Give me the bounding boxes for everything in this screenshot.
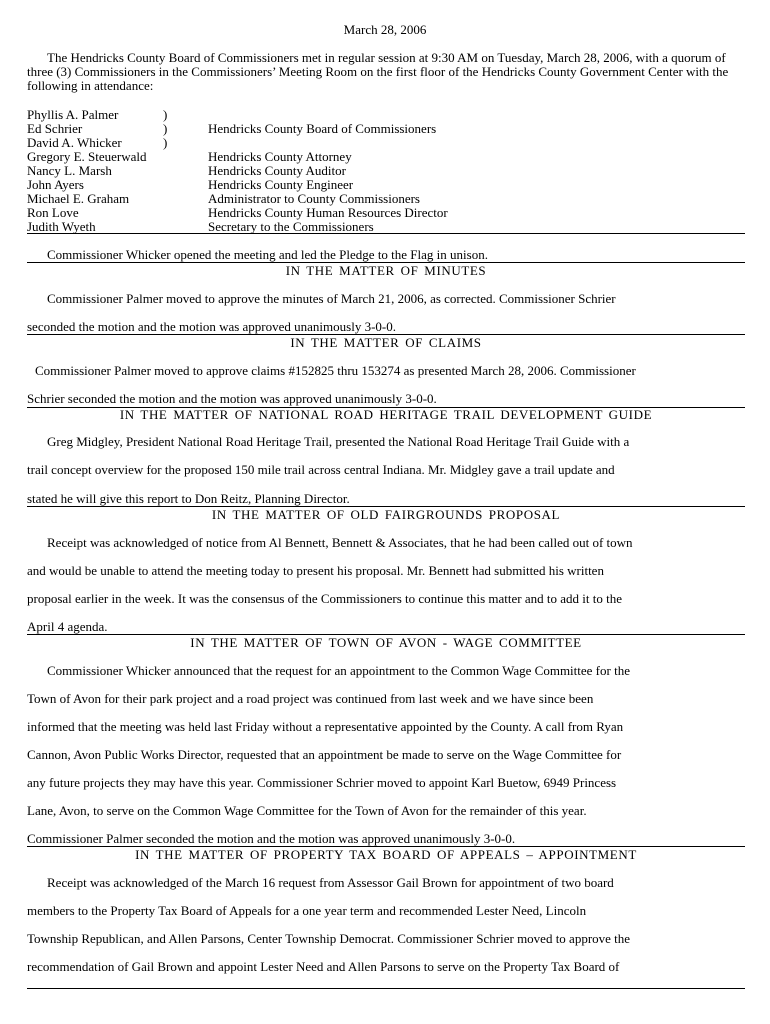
- body-line: Schrier seconded the motion and the motion was approved unanimously 3-0-0.: [27, 391, 437, 406]
- body-line: Commissioner Palmer moved to approve the minutes of March 21, 2006, as corrected. Commissioner Schrier: [47, 291, 616, 306]
- attendee-bracket: ): [163, 121, 168, 136]
- attendee-name: Phyllis A. Palmer: [27, 107, 119, 122]
- attendee-role: Hendricks County Auditor: [208, 163, 346, 178]
- body-line: informed that the meeting was held last Friday without a representative appointed by the County. A call from Ryan: [27, 719, 624, 734]
- body-line: Lane, Avon, to serve on the Common Wage Committee for the Town of Avon for the remainder of this year.: [27, 803, 587, 818]
- attendee-name: Gregory E. Steuerwald: [27, 149, 147, 164]
- section-heading-heritage-trail: IN THE MATTER OF NATIONAL ROAD HERITAGE TRAIL DEVELOPMENT GUIDE: [119, 407, 653, 422]
- body-line: Town of Avon for their park project and a road project was continued from last week and we have since been: [27, 691, 594, 706]
- body-line: Cannon, Avon Public Works Director, requested that an appointment be made to serve on the Wage Committee for: [27, 747, 622, 762]
- attendee-role: Secretary to the Commissioners: [208, 219, 374, 234]
- opening-statement: Commissioner Whicker opened the meeting and led the Pledge to the Flag in unison.: [47, 247, 488, 262]
- attendee-name: David A. Whicker: [27, 135, 122, 150]
- body-line: stated he will give this report to Don Reitz, Planning Director.: [27, 491, 350, 506]
- body-line: Commissioner Whicker announced that the request for an appointment to the Common Wage Committee for the: [47, 663, 630, 678]
- section-heading-avon-wage-committee: IN THE MATTER OF TOWN OF AVON - WAGE COMMITTEE: [190, 635, 582, 650]
- meeting-date: March 28, 2006: [343, 22, 427, 37]
- attendee-name: Ron Love: [27, 205, 79, 220]
- attendee-bracket: ): [163, 107, 168, 122]
- attendee-name: Ed Schrier: [27, 121, 83, 136]
- body-line: trail concept overview for the proposed 150 mile trail across central Indiana. Mr. Midgley gave a trail update and: [27, 462, 615, 477]
- body-line: Commissioner Palmer moved to approve claims #152825 thru 153274 as presented March 28, 2006. Commissioner: [35, 363, 636, 378]
- section-heading-claims: IN THE MATTER OF CLAIMS: [290, 335, 482, 350]
- body-line: seconded the motion and the motion was approved unanimously 3-0-0.: [27, 319, 396, 334]
- section-heading-minutes: IN THE MATTER OF MINUTES: [285, 263, 487, 278]
- attendee-name: Nancy L. Marsh: [27, 163, 112, 178]
- attendee-role: Hendricks County Attorney: [208, 149, 352, 164]
- section-divider: [27, 988, 745, 989]
- attendee-name: Judith Wyeth: [27, 219, 96, 234]
- attendee-name: John Ayers: [27, 177, 84, 192]
- attendee-bracket: ): [163, 135, 168, 150]
- section-divider: [27, 233, 745, 234]
- body-line: members to the Property Tax Board of Appeals for a one year term and recommended Lester Need, Lincoln: [27, 903, 587, 918]
- attendee-name: Michael E. Graham: [27, 191, 130, 206]
- body-line: April 4 agenda.: [27, 619, 108, 634]
- attendee-role: Hendricks County Board of Commissioners: [208, 121, 437, 136]
- body-line: Greg Midgley, President National Road Heritage Trail, presented the National Road Heritage Trail Guide with a: [47, 434, 630, 449]
- body-line: recommendation of Gail Brown and appoint Lester Need and Allen Parsons to serve on the Property Tax Board of: [27, 959, 620, 974]
- section-heading-property-tax-appeals: IN THE MATTER OF PROPERTY TAX BOARD OF APPEALS – APPOINTMENT: [135, 847, 637, 862]
- intro-paragraph: The Hendricks County Board of Commissioners met in regular session at 9:30 AM on Tuesday, March 28, 2006, with a quorum of three (3) Commissioners in the Commissioners’ Meeting Room on the first floor of the Hendricks County Government Center with the following in attendance:: [27, 50, 729, 93]
- body-line: Receipt was acknowledged of the March 16 request from Assessor Gail Brown for appointment of two board: [47, 875, 614, 890]
- body-line: and would be unable to attend the meeting today to present his proposal. Mr. Bennett had submitted his written: [27, 563, 604, 578]
- attendee-role: Hendricks County Engineer: [208, 177, 354, 192]
- body-line: proposal earlier in the week. It was the consensus of the Commissioners to continue this matter and to add it to the: [27, 591, 622, 606]
- section-heading-old-fairgrounds: IN THE MATTER OF OLD FAIRGROUNDS PROPOSAL: [211, 507, 561, 522]
- body-line: Commissioner Palmer seconded the motion and the motion was approved unanimously 3-0-0.: [27, 831, 516, 846]
- body-line: any future projects they may have this year. Commissioner Schrier moved to appoint Karl Buetow, 6949 Princess: [27, 775, 617, 790]
- body-line: Receipt was acknowledged of notice from Al Bennett, Bennett & Associates, that he had been called out of town: [47, 535, 633, 550]
- attendee-role: Administrator to County Commissioners: [208, 191, 420, 206]
- attendee-role: Hendricks County Human Resources Director: [208, 205, 448, 220]
- body-line: Township Republican, and Allen Parsons, Center Township Democrat. Commissioner Schrier moved to approve the: [27, 931, 631, 946]
